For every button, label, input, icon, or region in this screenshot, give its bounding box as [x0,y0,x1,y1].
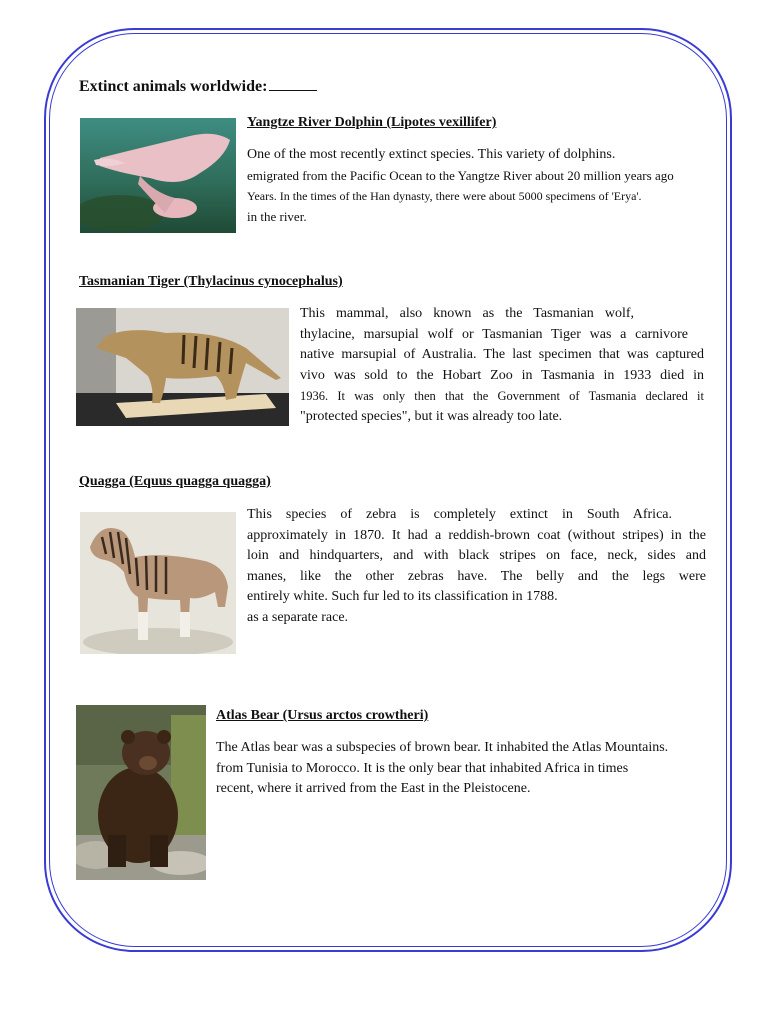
text-line: emigrated from the Pacific Ocean to the Yangtze River about 20 million years ago [247,167,674,183]
text-line: loin and hindquarters, and with black stripes on face, neck, sides and [247,548,706,564]
text-line: One of the most recently extinct species. This variety of dolphins. [247,147,616,162]
section-text-quagga [247,505,706,629]
section-title-quagga: Quagga (Equus quagga quagga) [79,474,271,489]
section-title-thylacine: Tasmanian Tiger (Thylacinus cynocephalus) [79,274,343,289]
text-line: as a separate race. [247,609,349,625]
text-line: This mammal, also known as the Tasmanian wolf, [300,306,634,321]
bear-photo [76,705,206,880]
page-title [79,78,317,96]
section-title-bear [216,708,440,724]
text-line: approximately in 1870. It had a reddish-brown coat (without stripes) in the [247,527,706,543]
dolphin-photo [80,118,236,233]
section-text-thylacine [300,304,704,428]
text-line: recent, where it arrived from the East in the Pleistocene. [216,781,531,797]
text-line: vivo was sold to the Hobart Zoo in Tasmania in 1933 died in [300,367,704,383]
text-line: Years. In the times of the Han dynasty, there were about 5000 specimens of 'Erya'. [247,189,642,204]
text-line: The Atlas bear was a subspecies of brown bear. It inhabited the Atlas Mountains. [216,740,669,755]
section-title-bear-text: Atlas Bear (Ursus arctos crowtheri) [216,708,429,723]
thylacine-photo [76,308,289,426]
text-line: "protected species", but it was already too late. [300,408,563,424]
text-line: native marsupial of Australia. The last specimen that was captured [300,347,704,363]
section-text-bear [216,738,708,800]
text-line: manes, like the other zebras have. The belly and the legs were [247,568,706,584]
text-line: from Tunisia to Morocco. It is the only bear that inhabited Africa in times [216,760,629,776]
text-line: entirely white. Such fur led to its classification in 1788. [247,589,558,605]
text-line: thylacine, marsupial wolf or Tasmanian Tiger was a carnivore [300,326,688,342]
page-title-text: Extinct animals worldwide: [79,78,268,95]
quagga-photo [80,512,236,654]
text-line: This species of zebra is completely extinct in South Africa. [247,507,672,522]
text-line: in the river. [247,208,307,224]
section-title-dolphin: Yangtze River Dolphin (Lipotes vexillifer) [247,115,497,130]
section-text-dolphin [247,145,707,227]
text-line: 1936. It was only then that the Government of Tasmania declared it [300,389,704,404]
